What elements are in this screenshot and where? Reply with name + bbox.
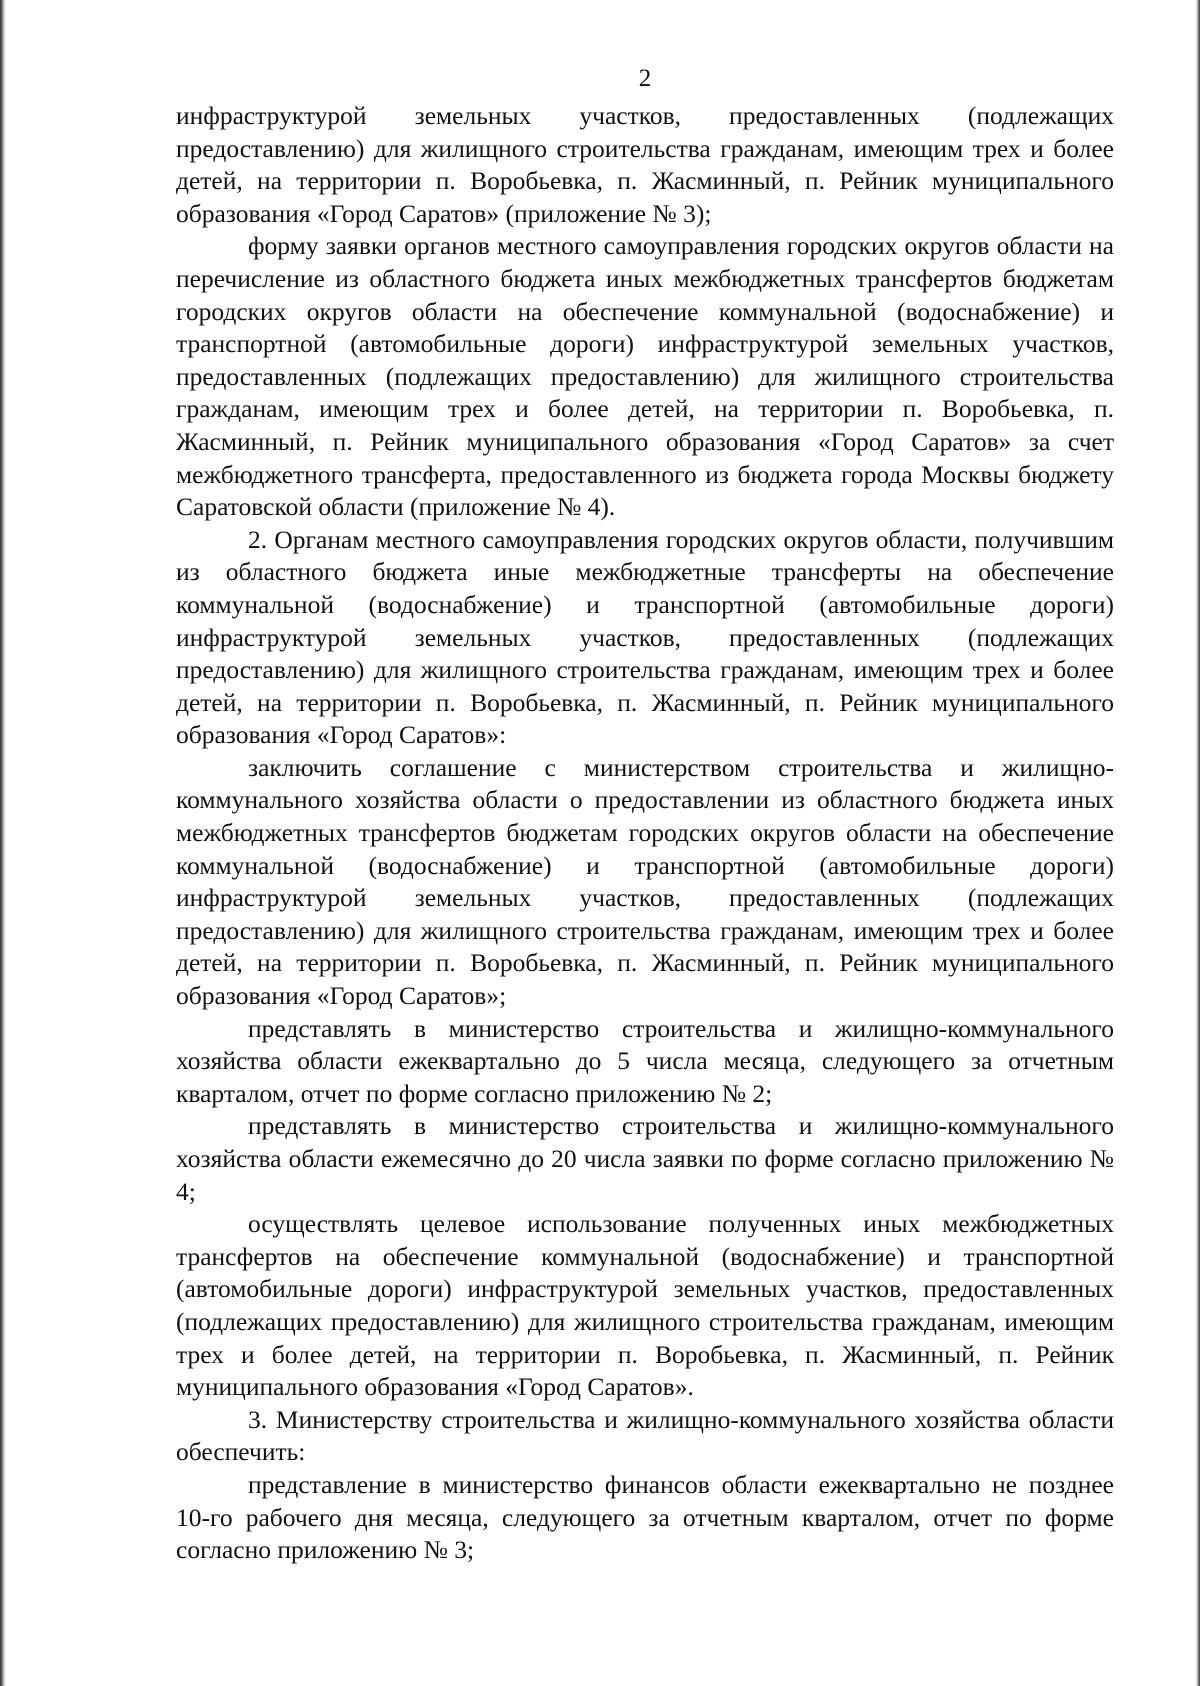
paragraph-item-3: 3. Министерству строительства и жилищно-коммунального хозяйства области обеспечить: [176, 1404, 1114, 1467]
paragraph-finance-report: представление в министерство финансов области ежеквартально не позднее 10-го рабочего дня месяца, следующего за отчетным кварталом, отчет по форме согласно приложению № 3; [176, 1469, 1114, 1565]
paragraph-application-form: форму заявки органов местного самоуправления городских округов области на перечисление из областного бюджета иных межбюджетных трансфертов бюджетам городских округов области на обеспечение коммунальной (водоснабжение) и транспортной (автомобильные дороги) инфраструктурой земельных участков, предоставленных (подлежащих предоставлению) для жилищного строительства гражданам, имеющим трех и более детей, на территории п. Воробьевка, п. Жасминный, п. Рейник муниципального образования «Город Саратов» за счет межбюджетного трансферта, предоставленного из бюджета города Москвы бюджету Саратовской области (приложение № 4). [176, 231, 1114, 522]
paragraph-quarterly-report: представлять в министерство строительства и жилищно-коммунального хозяйства области ежеквартально до 5 числа месяца, следующего за отчетным кварталом, отчет по форме согласно приложению № 2; [176, 1013, 1114, 1108]
paragraph-continuation: инфраструктурой земельных участков, предоставленных (подлежащих предоставлению) для жилищного строительства гражданам, имеющим трех и более детей, на территории п. Воробьевка, п. Жасминный, п. Рейник муниципального образования «Город Саратов» (приложение № 3); [176, 101, 1114, 228]
paragraph-monthly-applications: представлять в министерство строительства и жилищно-коммунального хозяйства области ежемесячно до 20 числа заявки по форме согласно приложению № 4; [176, 1111, 1114, 1206]
paragraph-item-2: 2. Органам местного самоуправления городских округов области, получившим из областного бюджета иные межбюджетные трансферты на обеспечение коммунальной (водоснабжение) и транспортной (автомобильные дороги) инфраструктурой земельных участков, предоставленных (подлежащих предоставлению) для жилищного строительства гражданам, имеющим трех и более детей, на территории п. Воробьевка, п. Жасминный, п. Рейник муниципального образования «Город Саратов»: [176, 524, 1114, 750]
scan-edge-left [0, 0, 6, 1686]
paragraph-conclude-agreement: заключить соглашение с министерством строительства и жилищно-коммунального хозяйства области о предоставлении из областного бюджета иных межбюджетных трансфертов бюджетам городских округов области на обеспечение коммунальной (водоснабжение) и транспортной (автомобильные дороги) инфраструктурой земельных участков, предоставленных (подлежащих предоставлению) для жилищного строительства гражданам, имеющим трех и более детей, на территории п. Воробьевка, п. Жасминный, п. Рейник муниципального образования «Город Саратов»; [176, 752, 1114, 1011]
paragraph-targeted-use: осуществлять целевое использование полученных иных межбюджетных трансфертов на обеспечение коммунальной (водоснабжение) и транспортной (автомобильные дороги) инфраструктурой земельных участков, предоставленных (подлежащих предоставлению) для жилищного строительства гражданам, имеющим трех и более детей, на территории п. Воробьевка, п. Жасминный, п. Рейник муниципального образования «Город Саратов». [176, 1209, 1114, 1402]
page-number: 2 [638, 65, 652, 92]
scan-edge-right [1196, 0, 1200, 1686]
document-page [176, 64, 1114, 1567]
